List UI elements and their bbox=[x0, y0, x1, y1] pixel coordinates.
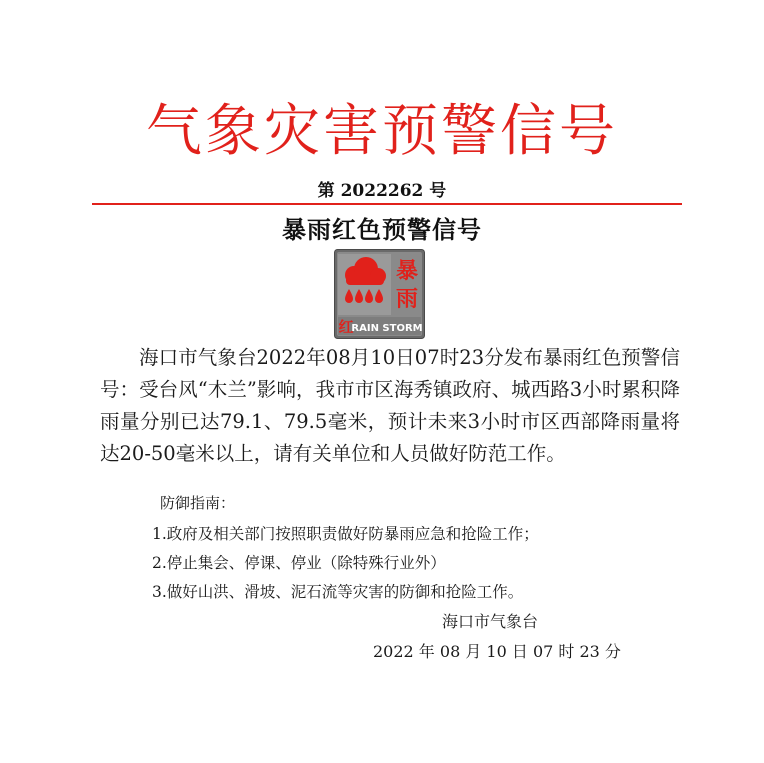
guide-item: 3.做好山洪、滑坡、泥石流等灾害的防御和抢险工作。 bbox=[152, 583, 524, 601]
signoff-organization: 海口市气象台 bbox=[442, 612, 539, 631]
icon-level-char: 红 bbox=[338, 318, 354, 336]
guide-item: 1.政府及相关部门按照职责做好防暴雨应急和抢险工作； bbox=[152, 525, 539, 543]
icon-label: RAIN STORM bbox=[351, 323, 423, 334]
signal-title: 暴雨红色预警信号 bbox=[282, 216, 482, 244]
rainstorm-red-signal-icon bbox=[334, 249, 425, 339]
warning-paragraph: 海口市气象台2022年08月10日07时23分发布暴雨红色预警信号：受台风“木兰”影响，我市市区海秀镇政府、城西路3小时累积降雨量分别已达79.1、79.5毫米，预计未来3小时市区西部降雨量将达20-50毫米以上，请有关单位和人员做好防范工作。 bbox=[100, 346, 680, 465]
document-number: 第 2022262 号 bbox=[317, 181, 447, 201]
signoff-date: 2022 年 08 月 10 日 07 时 23 分 bbox=[373, 642, 621, 661]
icon-char-bottom: 雨 bbox=[395, 287, 419, 312]
red-divider bbox=[92, 203, 682, 205]
guide-list bbox=[152, 520, 632, 607]
guide-heading: 防御指南： bbox=[160, 494, 236, 512]
guide-item: 2.停止集会、停课、停业（除特殊行业外） bbox=[152, 554, 446, 572]
icon-char-top: 暴 bbox=[395, 259, 419, 284]
header-title: 气象灾害预警信号 bbox=[146, 99, 618, 164]
